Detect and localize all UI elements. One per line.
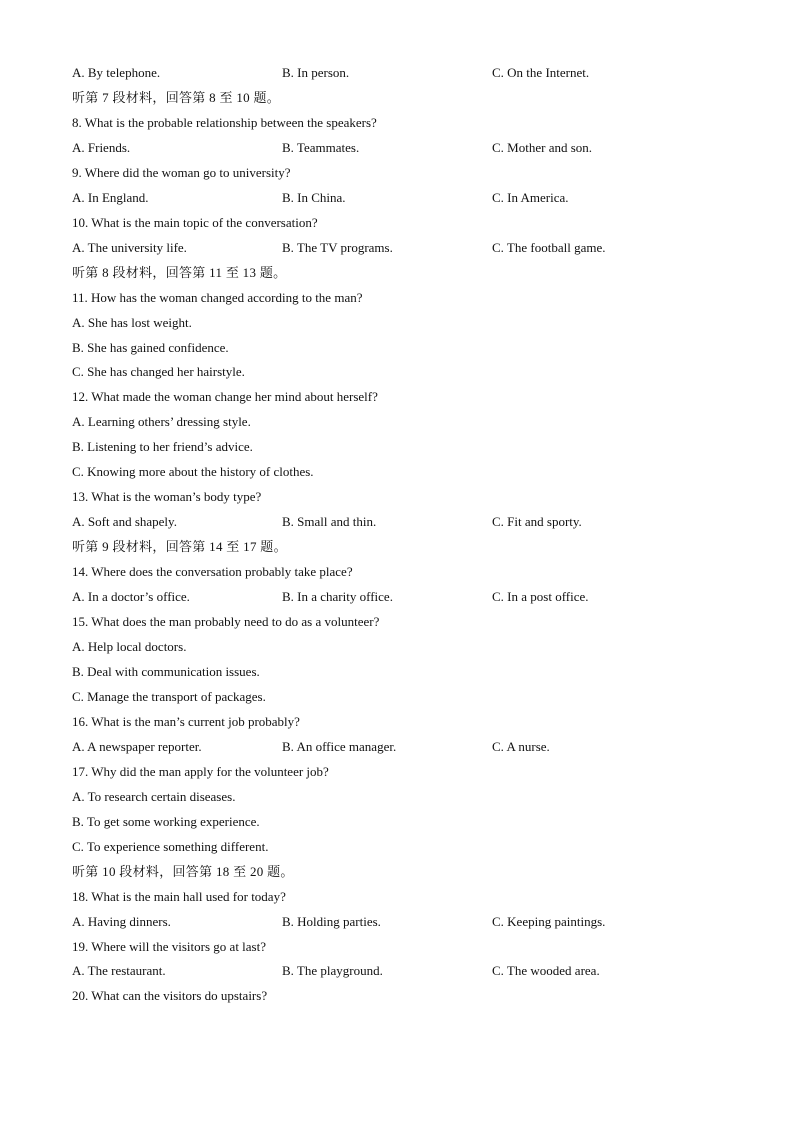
option-b: B. The playground. <box>282 963 383 978</box>
option-a: A. Soft and shapely. <box>72 514 177 529</box>
option-c: C. A nurse. <box>492 739 550 754</box>
option-b: B. Holding parties. <box>282 914 381 929</box>
option-b: B. The TV programs. <box>282 240 393 255</box>
question-10: 10. What is the main topic of the conversation? <box>72 215 318 230</box>
option-a: A. Friends. <box>72 140 131 155</box>
option-a: A. By telephone. <box>72 65 161 80</box>
question-19: 19. Where will the visitors go at last? <box>72 939 266 954</box>
option-a: A. Having dinners. <box>72 914 171 929</box>
option-b: B. Teammates. <box>282 140 360 155</box>
question-13: 13. What is the woman’s body type? <box>72 489 262 504</box>
option-a: A. The restaurant. <box>72 963 166 978</box>
option-c: C. On the Internet. <box>492 65 590 80</box>
option-a: A. In England. <box>72 190 149 205</box>
option-b: B. In China. <box>282 190 346 205</box>
option-line: C. Knowing more about the history of clothes. <box>72 464 314 479</box>
options-row-q16 <box>72 737 712 757</box>
option-a: A. The university life. <box>72 240 187 255</box>
question-17: 17. Why did the man apply for the volunteer job? <box>72 764 329 779</box>
option-b: B. Small and thin. <box>282 514 377 529</box>
option-line: B. Deal with communication issues. <box>72 664 260 679</box>
section-heading: 听第 10 段材料，回答第 18 至 20 题。 <box>72 864 294 879</box>
option-line: A. To research certain diseases. <box>72 789 236 804</box>
section-heading: 听第 8 段材料，回答第 11 至 13 题。 <box>72 265 287 280</box>
option-line: C. To experience something different. <box>72 839 269 854</box>
options-row-q7 <box>72 63 712 83</box>
option-b: B. An office manager. <box>282 739 397 754</box>
option-a: A. A newspaper reporter. <box>72 739 202 754</box>
option-line: C. Manage the transport of packages. <box>72 689 266 704</box>
option-line: B. Listening to her friend’s advice. <box>72 439 253 454</box>
option-line: A. She has lost weight. <box>72 315 192 330</box>
option-line: A. Learning others’ dressing style. <box>72 414 251 429</box>
option-line: B. She has gained confidence. <box>72 340 229 355</box>
question-12: 12. What made the woman change her mind about herself? <box>72 389 378 404</box>
question-8: 8. What is the probable relationship between the speakers? <box>72 115 377 130</box>
option-line: A. Help local doctors. <box>72 639 187 654</box>
option-c: C. In America. <box>492 190 569 205</box>
option-c: C. Fit and sporty. <box>492 514 582 529</box>
option-c: C. Mother and son. <box>492 140 593 155</box>
question-18: 18. What is the main hall used for today? <box>72 889 286 904</box>
options-row-q18 <box>72 912 712 932</box>
option-a: A. In a doctor’s office. <box>72 589 190 604</box>
question-9: 9. Where did the woman go to university? <box>72 165 291 180</box>
question-14: 14. Where does the conversation probably take place? <box>72 564 353 579</box>
option-line: B. To get some working experience. <box>72 814 260 829</box>
options-row-q10 <box>72 238 712 258</box>
option-c: C. Keeping paintings. <box>492 914 606 929</box>
section-heading: 听第 7 段材料，回答第 8 至 10 题。 <box>72 90 281 105</box>
question-16: 16. What is the man’s current job probably? <box>72 714 300 729</box>
section-heading: 听第 9 段材料，回答第 14 至 17 题。 <box>72 539 287 554</box>
option-b: B. In a charity office. <box>282 589 393 604</box>
option-b: B. In person. <box>282 65 350 80</box>
options-row-q19 <box>72 961 712 981</box>
options-row-q9 <box>72 188 712 208</box>
option-line: C. She has changed her hairstyle. <box>72 364 245 379</box>
option-c: C. In a post office. <box>492 589 589 604</box>
options-row-q8 <box>72 138 712 158</box>
option-c: C. The wooded area. <box>492 963 600 978</box>
option-c: C. The football game. <box>492 240 606 255</box>
question-11: 11. How has the woman changed according to the man? <box>72 290 363 305</box>
question-20: 20. What can the visitors do upstairs? <box>72 988 268 1003</box>
options-row-q14 <box>72 587 712 607</box>
options-row-q13 <box>72 512 712 532</box>
question-15: 15. What does the man probably need to do as a volunteer? <box>72 614 380 629</box>
